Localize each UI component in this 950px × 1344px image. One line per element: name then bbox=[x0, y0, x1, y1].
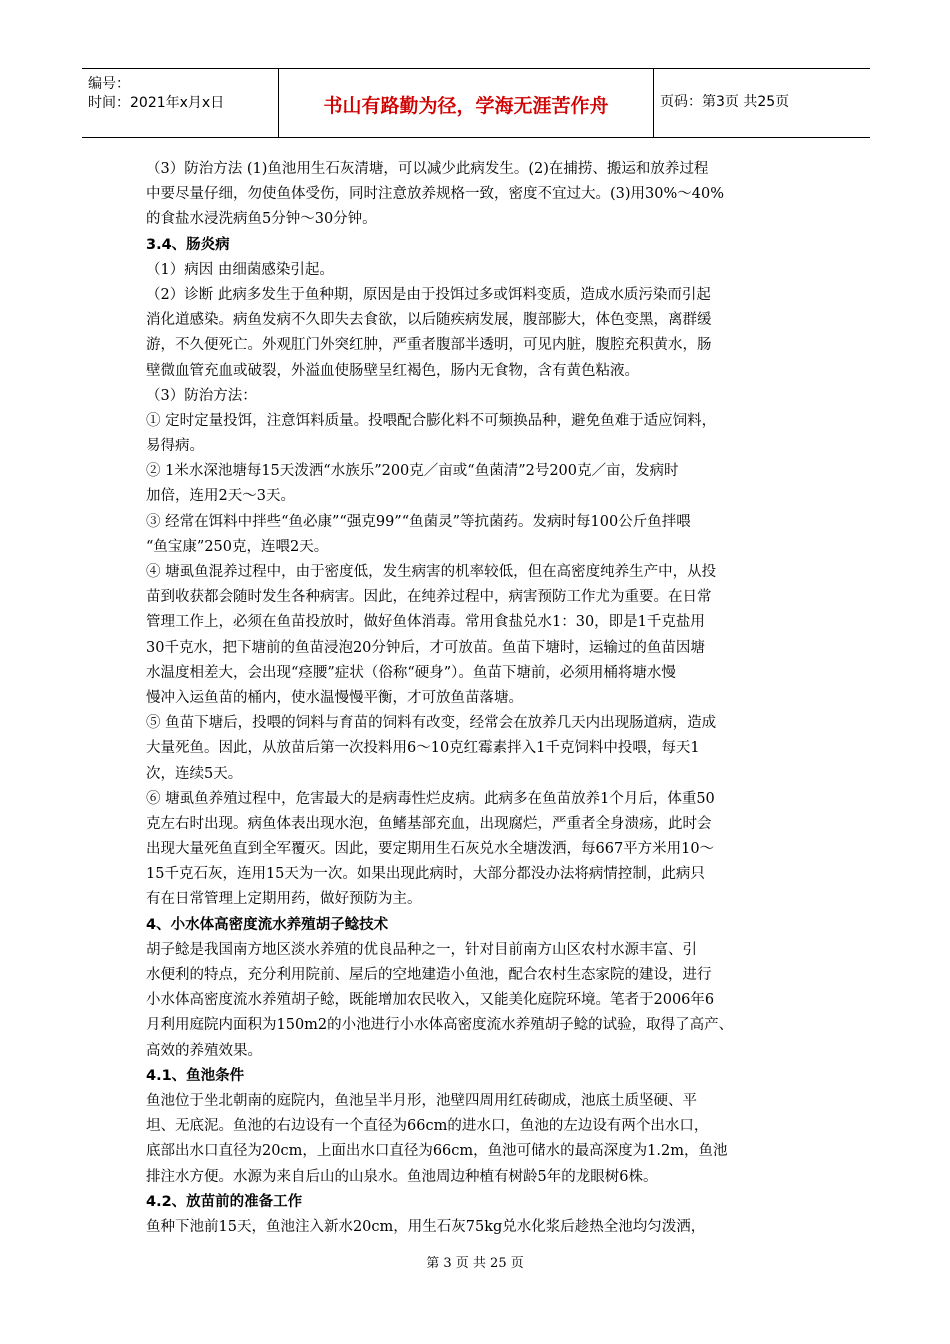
text-line: （3）防治方法 (1)鱼池用生石灰清塘，可以减少此病发生。(2)在捕捞、搬运和放养过程 bbox=[146, 161, 709, 177]
page-info: 页码：第3页 共25页 bbox=[660, 94, 790, 110]
text-line: 苗到收获都会随时发生各种病害。因此，在纯养过程中，病害预防工作尤为重要。在日常 bbox=[146, 589, 712, 606]
text-line: ② 1米水深池塘每15天泼洒“水族乐”200克／亩或“鱼菌清”2号200克／亩，发病时 bbox=[146, 463, 679, 480]
text-line: 30千克水，把下塘前的鱼苗浸泡20分钟后，才可放苗。鱼苗下塘时，运输过的鱼苗因塘 bbox=[146, 639, 705, 656]
number-label: 编号： bbox=[88, 76, 130, 92]
page-header bbox=[82, 68, 870, 138]
document-body bbox=[146, 157, 816, 1240]
text-line: ⑥ 塘虱鱼养殖过程中，危害最大的是病毒性烂皮病。此病多在鱼苗放养1个月后，体重50 bbox=[146, 790, 715, 807]
text-line: 出现大量死鱼直到全军覆灭。因此，要定期用生石灰兑水全塘泼洒，每667平方米用10～ bbox=[146, 841, 715, 858]
text-line: 管理工作上，必须在鱼苗投放时，做好鱼体消毒。常用食盐兑水1：30，即是1千克盐用 bbox=[146, 614, 705, 631]
text-line: （3）防治方法： bbox=[146, 387, 257, 404]
text-line: （1）病因 由细菌感染引起。 bbox=[146, 261, 334, 278]
text-line: 胡子鲶是我国南方地区淡水养殖的优良品种之一，针对目前南方山区农村水源丰富、引 bbox=[146, 941, 697, 958]
text-line: 大量死鱼。因此，从放苗后第一次投料用6～10克红霉素拌入1千克饲料中投喂，每天1 bbox=[146, 740, 700, 757]
text-line: 壁微血管充血或破裂，外溢血使肠壁呈红褐色，肠内无食物，含有黄色粘液。 bbox=[146, 362, 639, 379]
text-line: “鱼宝康”250克，连喂2天。 bbox=[146, 538, 329, 555]
text-line: 月利用庭院内面积为150m2的小池进行小水体高密度流水养殖胡子鲶的试验，取得了高产、 bbox=[146, 1017, 734, 1034]
motto-text: 书山有路勤为径，学海无涯苦作舟 bbox=[323, 95, 609, 117]
text-line: 水温度相差大，会出现“痉腰”症状（俗称“硬身”）。鱼苗下塘前，必须用桶将塘水慢 bbox=[146, 664, 676, 681]
text-line: 游，不久便死亡。外观肛门外突红肿，严重者腹部半透明，可见内脏，腹腔充积黄水，肠 bbox=[146, 337, 712, 354]
text-line: 慢冲入运鱼苗的桶内，使水温慢慢平衡，才可放鱼苗落塘。 bbox=[146, 689, 523, 706]
text-line: 消化道感染。病鱼发病不久即失去食欲，以后随疾病发展，腹部膨大，体色变黑，离群缓 bbox=[146, 312, 712, 329]
section-heading: 4.1、鱼池条件 bbox=[146, 1067, 245, 1084]
section-heading: 4、小水体高密度流水养殖胡子鲶技术 bbox=[146, 916, 389, 933]
text-line: ① 定时定量投饵，注意饵料质量。投喂配合膨化料不可频换品种，避免鱼难于适应饲料， bbox=[146, 412, 717, 429]
text-line: 的食盐水浸洗病鱼5分钟～30分钟。 bbox=[146, 211, 377, 228]
text-line: 克左右时出现。病鱼体表出现水泡，鱼鳍基部充血，出现腐烂，严重者全身溃疡，此时会 bbox=[146, 815, 712, 832]
header-meta bbox=[82, 69, 278, 137]
text-line: ⑤ 鱼苗下塘后，投喂的饲料与育苗的饲料有改变，经常会在放养几天内出现肠道病，造成 bbox=[146, 715, 717, 732]
text-line: 鱼种下池前15天，鱼池注入新水20cm，用生石灰75kg兑水化浆后趁热全池均匀泼洒， bbox=[146, 1218, 706, 1235]
text-line: 水便利的特点，充分利用院前、屋后的空地建造小鱼池，配合农村生态家院的建设，进行 bbox=[146, 967, 712, 983]
text-line: 坦、无底泥。鱼池的右边设有一个直径为66cm的进水口，鱼池的左边设有两个出水口， bbox=[146, 1118, 709, 1135]
text-line: 次，连续5天。 bbox=[146, 765, 243, 782]
text-line: 15千克石灰，连用15天为一次。如果出现此病时，大部分都没办法将病情控制，此病只 bbox=[146, 866, 705, 883]
section-heading: 4.2、放苗前的准备工作 bbox=[146, 1193, 303, 1210]
date-line: 时间：2021年x月x日 bbox=[88, 95, 225, 111]
text-line: 鱼池位于坐北朝南的庭院内，鱼池呈半月形，池壁四周用红砖砌成，池底土质坚硬、平 bbox=[146, 1092, 697, 1109]
text-line: ③ 经常在饵料中拌些“鱼必康”“强克99”“鱼菌灵”等抗菌药。发病时每100公斤鱼拌喂 bbox=[146, 513, 691, 530]
text-line: 排注水方便。水源为来自后山的山泉水。鱼池周边种植有树龄5年的龙眼树6株。 bbox=[146, 1168, 658, 1185]
section-heading: 3.4、肠炎病 bbox=[146, 236, 230, 253]
text-line: 高效的养殖效果。 bbox=[146, 1042, 262, 1059]
text-line: 有在日常管理上定期用药，做好预防为主。 bbox=[146, 891, 422, 908]
text-line: 易得病。 bbox=[146, 438, 204, 455]
header-motto-cell bbox=[278, 69, 654, 137]
text-line: 中要尽量仔细，勿使鱼体受伤，同时注意放养规格一致，密度不宜过大。(3)用30%～40% bbox=[146, 186, 724, 203]
text-line: 底部出水口直径为20cm，上面出水口直径为66cm，鱼池可储水的最高深度为1.2m，鱼池 bbox=[146, 1143, 728, 1160]
text-line: （2）诊断 此病多发生于鱼种期，原因是由于投饵过多或饵料变质，造成水质污染而引起 bbox=[146, 286, 711, 303]
page-footer: 第 3 页 共 25 页 bbox=[426, 1256, 524, 1271]
text-line: 小水体高密度流水养殖胡子鲶，既能增加农民收入，又能美化庭院环境。笔者于2006年6 bbox=[146, 992, 715, 1009]
text-line: 加倍，连用2天～3天。 bbox=[146, 488, 295, 505]
text-line: ④ 塘虱鱼混养过程中，由于密度低，发生病害的机率较低，但在高密度纯养生产中，从投 bbox=[146, 564, 717, 580]
